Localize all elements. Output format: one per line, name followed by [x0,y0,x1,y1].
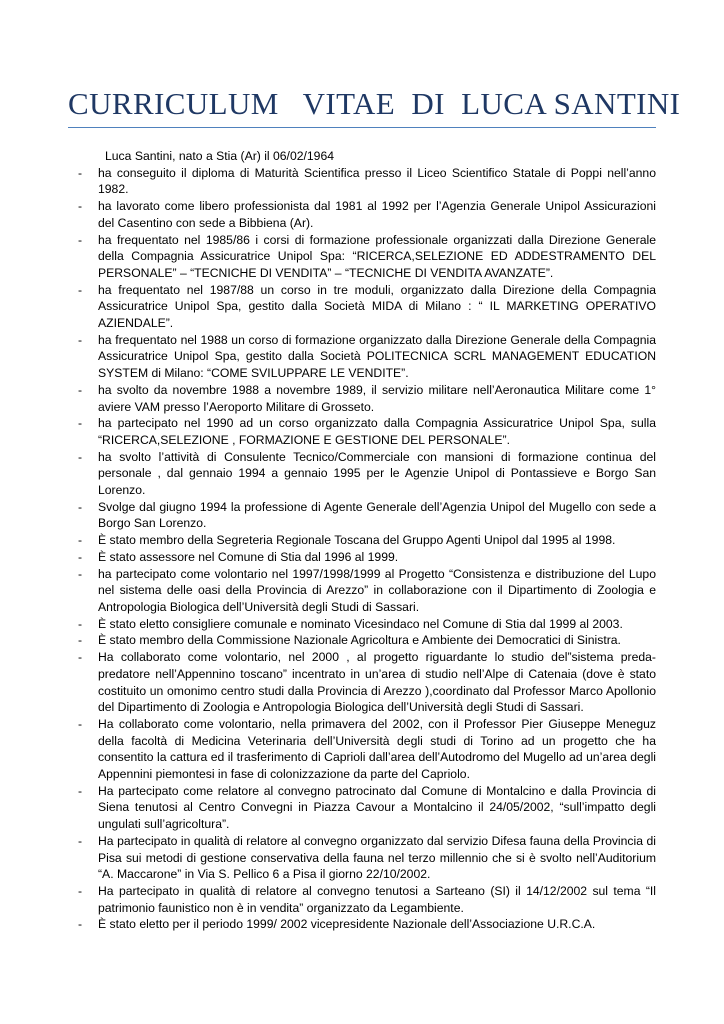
cv-entry [78,415,656,448]
cv-entry-text: È stato eletto per il periodo 1999/ 2002 vicepresidente Nazionale dell’Associazione U.R.C.A. [98,917,596,932]
cv-entry [78,532,656,549]
cv-entry [78,165,656,198]
cv-entry [78,232,656,282]
cv-entry [78,649,656,716]
cv-entry-text: ha frequentato nel 1988 un corso di formazione organizzato dalla Direzione Generale della Compagnia Assicuratrice Unipol Spa, gestito dalla Società POLITECNICA SCRL MANAGEMENT EDUCATION SYSTEM di Milano: “COME SVILUPPARE LE VENDITE”. [98,332,656,381]
cv-entry-text: ha partecipato nel 1990 ad un corso organizzato dalla Compagnia Assicuratrice Unipol Spa, sulla “RICERCA,SELEZIONE , FORMAZIONE E GESTIONE DEL PERSONALE”. [98,416,656,447]
cv-body [78,148,656,933]
bullet-dash: - [78,650,83,665]
bullet-dash: - [78,282,83,297]
cv-entry-text: ha conseguito il diploma di Maturità Scientifica presso il Liceo Scientifico Statale di Poppi nell’anno 1982. [98,165,656,197]
cv-entry-text: Svolge dal giugno 1994 la professione di Agente Generale dell’Agenzia Unipol del Mugello con sede a Borgo San Lorenzo. [98,499,656,531]
cv-title: CURRICULUM VITAE DI LUCA SANTINI [68,86,681,121]
bullet-dash: - [78,616,83,631]
cv-entry-text: È stato membro della Commissione Nazionale Agricoltura e Ambiente dei Democratici di Sinistra. [98,633,621,648]
cv-entry-text: ha svolto da novembre 1988 a novembre 1989, il servizio militare nell’Aeronautica Militare come 1° aviere VAM presso l’Aeroporto Militare di Grosseto. [98,382,656,414]
cv-entry [78,566,656,616]
cv-entry-text: Ha partecipato in qualità di relatore al convegno tenutosi a Sarteano (SI) il 14/12/2002 sul tema “Il patrimonio faunistico non è in vendita” organizzato da Legambiente. [98,883,656,915]
cv-entry [78,198,656,231]
cv-entry [78,332,656,382]
bullet-dash: - [78,499,83,514]
cv-entry-text: ha frequentato nel 1987/88 un corso in tre moduli, organizzato dalla Direzione della Compagnia Assicuratrice Unipol Spa, gestito dalla Società MIDA di Milano : “ IL MARKETING OPERATIVO AZIENDALE”. [98,282,656,331]
cv-entry [78,449,656,499]
cv-entry-text: È stato membro della Segreteria Regionale Toscana del Gruppo Agenti Unipol dal 1995 al 1998. [98,533,616,548]
cv-entry [78,716,656,783]
bullet-dash: - [78,232,83,247]
cv-entry-text: È stato assessore nel Comune di Stia dal 1996 al 1999. [98,549,399,564]
cv-entry [78,833,656,883]
bullet-dash: - [78,332,83,347]
bullet-dash: - [78,416,83,431]
cv-entries-list [78,165,656,933]
cv-entry [78,549,656,566]
bullet-dash: - [78,199,83,214]
intro-line: Luca Santini, nato a Stia (Ar) il 06/02/1964 [105,149,334,163]
title-underline [68,127,656,128]
cv-entry [78,916,656,933]
cv-entry [78,499,656,532]
cv-entry-text: ha svolto l’attività di Consulente Tecnico/Commerciale con mansioni di formazione continua del personale , dal gennaio 1994 a gennaio 1995 per le Agenzie Unipol di Pontassieve e Borgo San Lorenzo. [98,449,656,498]
cv-entry [78,783,656,833]
bullet-dash: - [78,833,83,848]
bullet-dash: - [78,382,83,397]
cv-entry [78,883,656,916]
bullet-dash: - [78,533,83,548]
cv-entry [78,282,656,332]
bullet-dash: - [78,165,83,180]
cv-entry [78,632,656,649]
cv-entry [78,616,656,633]
bullet-dash: - [78,883,83,898]
cv-entry-text: Ha collaborato come volontario, nella primavera del 2002, con il Professor Pier Giuseppe Meneguz della facoltà di Medicina Veterinaria dell’Università degli studi di Torino ad un progetto che ha consentito la cattura ed il trasferimento di Caprioli dall’area dell’Autodromo del Mugello ad un’area degli Appennini piemontesi in fase di colonizzazione da parte del Capriolo. [98,716,656,782]
bullet-dash: - [78,549,83,564]
cv-entry-text: ha lavorato come libero professionista dal 1981 al 1992 per l’Agenzia Generale Unipol Assicurazioni del Casentino con sede a Bibbiena (Ar). [98,199,656,230]
bullet-dash: - [78,716,83,731]
cv-entry-text: È stato eletto consigliere comunale e nominato Vicesindaco nel Comune di Stia dal 1999 al 2003. [98,616,623,631]
bullet-dash: - [78,633,83,648]
bullet-dash: - [78,783,83,798]
cv-entry-text: ha frequentato nel 1985/86 i corsi di formazione professionale organizzati dalla Direzione Generale della Compagnia Assicuratrice Unipol Spa: “RICERCA,SELEZIONE ED ADDESTRAMENTO DEL PERSONALE” – “TECNICHE DI VENDITA” – “TECNICHE DI VENDITA AVANZATE”. [98,232,656,280]
bullet-dash: - [78,917,83,932]
cv-entry-text: ha partecipato come volontario nel 1997/1998/1999 al Progetto “Consistenza e distribuzione del Lupo nel sistema delle oasi della Provincia di Arezzo” in collaborazione con il Dipartimento di Zoologia e Antropologia Biologica dell’Università degli Studi di Sassari. [98,566,656,614]
cv-entry-text: Ha partecipato in qualità di relatore al convegno organizzato dal servizio Difesa fauna della Provincia di Pisa sui metodi di gestione conservativa della fauna nel terzo millennio che si è svolto nell’Auditorium “A. Maccarone” in Via S. Pellico 6 a Pisa il giorno 22/10/2002. [98,833,656,882]
cv-entry-text: Ha partecipato come relatore al convegno patrocinato dal Comune di Montalcino e dalla Provincia di Siena tenutosi al Centro Convegni in Piazza Cavour a Montalcino il 24/05/2002, “sull’impatto degli ungulati sull’agricoltura”. [98,783,656,832]
cv-entry [78,382,656,415]
cv-entry-text: Ha collaborato come volontario, nel 2000 , al progetto riguardante lo studio del”sistema preda-predatore nell’Appennino toscano” incentrato in un’area di studio nell’Alpe di Catenaia (dove è stato costituito un omonimo centro studi dalla Provincia di Arezzo ),coordinato dal Professor Marco Apollonio del Dipartimento di Zoologia e Antropologia Biologica dell’Università degli Studi di Sassari. [98,650,656,715]
bullet-dash: - [78,449,83,464]
bullet-dash: - [78,566,83,581]
